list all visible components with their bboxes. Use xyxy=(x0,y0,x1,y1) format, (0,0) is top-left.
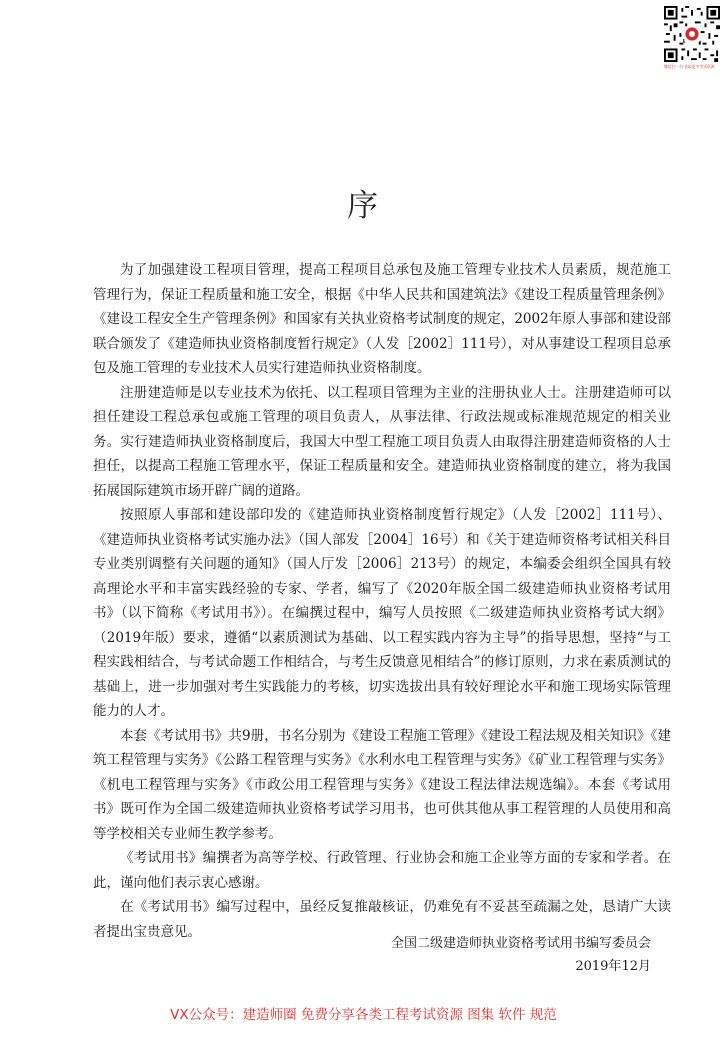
paragraph: 本套《考试用书》共9册，书名分别为《建设工程施工管理》《建设工程法规及相关知识》《建筑工程管理与实务》《公路工程管理与实务》《水利水电工程管理与实务》《矿业工程管理与实务》《机电工程管理与实务》《市政公用工程管理与实务》《建设工程法律法规选编》。本套《考试用书》既可作为全国二级建造师执业资格考试学习用书，也可供其他从事工程管理的人员使用和高等学校相关专业师生教学参考。 xyxy=(93,727,671,842)
preface-body xyxy=(93,258,671,944)
paragraph: 在《考试用书》编写过程中，虽经反复推敲核证，仍难免有不妥甚至疏漏之处，恳请广大读者提出宝贵意见。 xyxy=(93,899,671,940)
signature-date: 2019年12月 xyxy=(575,959,651,974)
footer-watermark: VX公众号：建造师圈 免费分享各类工程考试资源 图集 软件 规范 xyxy=(170,1007,557,1023)
qr-caption: 微信扫一扫 获取更多考试资源 xyxy=(664,64,715,69)
qr-code-icon[interactable] xyxy=(664,6,720,62)
qr-code-block xyxy=(664,6,720,69)
signature-org: 全国二级建造师执业资格考试用书编写委员会 xyxy=(390,936,651,951)
signature-block xyxy=(391,932,651,978)
paragraph: 按照原人事部和建设部印发的《建造师执业资格制度暂行规定》（人发［2002］111号）、《建造师执业资格考试实施办法》（国人部发［2004］16号）和《关于建造师资格考试相关科目专业类别调整有关问题的通知》（国人厅发［2006］213号）的规定，本编委会组织全国具有较高理论水平和丰富实践经验的专家、学者，编写了《2020年版全国二级建造师执业资格考试用书》（以下简称《考试用书》）。在编撰过程中，编写人员按照《二级建造师执业资格考试大纲》（2019年版）要求，遵循“以素质测试为基础、以工程实践内容为主导”的指导思想，坚持“与工程实践相结合，与考试命题工作相结合，与考生反馈意见相结合”的修订原则，力求在素质测试的基础上，进一步加强对考生实践能力的考核，切实选拔出具有较好理论水平和施工现场实际管理能力的人才。 xyxy=(93,507,671,719)
page-title: 序 xyxy=(347,188,380,224)
paragraph: 为了加强建设工程项目管理，提高工程项目总承包及施工管理专业技术人员素质，规范施工管理行为，保证工程质量和施工安全，根据《中华人民共和国建筑法》《建设工程质量管理条例》《建设工程安全生产管理条例》和国家有关执业资格考试制度的规定，2002年原人事部和建设部联合颁发了《建造师执业资格制度暂行规定》（人发［2002］111号），对从事建设工程项目总承包及施工管理的专业技术人员实行建造师执业资格制度。 xyxy=(93,262,671,376)
paragraph: 注册建造师是以专业技术为依托、以工程项目管理为主业的注册执业人士。注册建造师可以担任建设工程总承包或施工管理的项目负责人，从事法律、行政法规或标准规范规定的相关业务。实行建造师执业资格制度后，我国大中型工程施工项目负责人由取得注册建造师资格的人士担任，以提高工程施工管理水平，保证工程质量和安全。建造师执业资格制度的建立，将为我国拓展国际建筑市场开辟广阔的道路。 xyxy=(93,384,671,499)
paragraph: 《考试用书》编撰者为高等学校、行政管理、行业协会和施工企业等方面的专家和学者。在此，谨向他们表示衷心感谢。 xyxy=(93,850,671,891)
